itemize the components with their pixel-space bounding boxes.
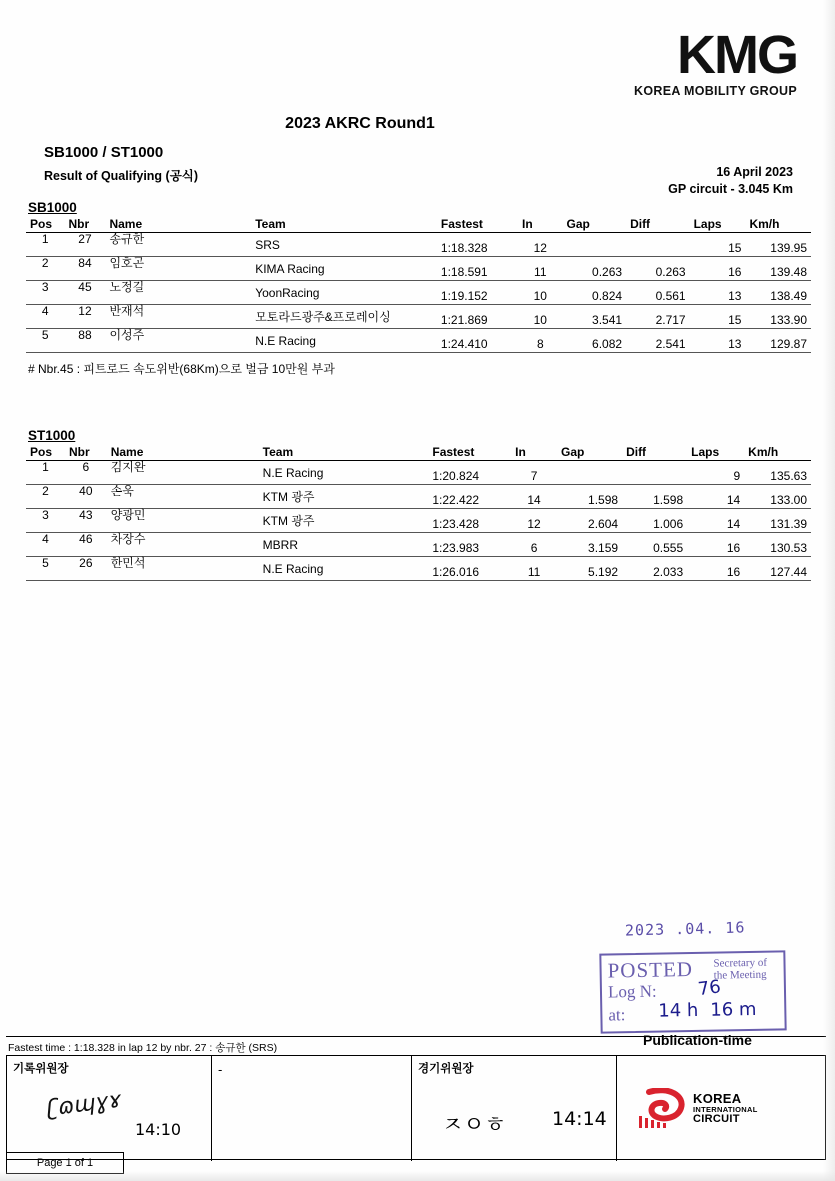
cell-gap: 2.604 xyxy=(588,516,619,531)
cell-in: 6 xyxy=(530,540,538,555)
cell-kmh: 138.49 xyxy=(770,288,807,303)
steward-label: 경기위원장 xyxy=(418,1063,474,1075)
column-header-kmh: Km/h xyxy=(745,217,811,233)
cell-pos: 2 xyxy=(42,483,49,498)
cell-kmh: 130.53 xyxy=(770,540,807,555)
cell-kmh: 135.63 xyxy=(770,468,807,483)
cell-pos: 3 xyxy=(41,279,49,294)
timekeeper-time: 14:10 xyxy=(135,1120,182,1139)
cell-diff: 2.541 xyxy=(655,336,686,351)
circuit-logo-cell xyxy=(617,1056,825,1161)
cell-kmh: 127.44 xyxy=(770,564,807,579)
signature-cell-blank xyxy=(212,1056,412,1161)
cell-diff: 0.263 xyxy=(655,264,686,279)
cell-nbr: 40 xyxy=(79,483,93,498)
column-header-gap: Gap xyxy=(557,445,622,461)
cell-laps: 15 xyxy=(728,312,742,327)
cell-in: 11 xyxy=(534,264,547,279)
table-row xyxy=(26,329,811,353)
table-row xyxy=(26,509,811,533)
kmg-logo-sub: KOREA MOBILITY GROUP xyxy=(634,84,797,98)
cell-laps: 16 xyxy=(728,264,742,279)
cell-kmh: 133.90 xyxy=(770,312,807,327)
cell-nbr: 84 xyxy=(78,255,92,270)
kic-line-korea: KOREA xyxy=(693,1091,742,1106)
signature-cell-steward xyxy=(412,1056,617,1161)
cell-gap: 3.159 xyxy=(588,540,619,555)
cell-name: 한민석 xyxy=(110,556,146,570)
kic-text xyxy=(693,1092,758,1126)
kic-swirl-icon xyxy=(635,1088,687,1130)
cell-laps: 14 xyxy=(726,492,741,507)
column-header-nbr: Nbr xyxy=(65,217,106,233)
cell-laps: 13 xyxy=(728,288,742,303)
cell-in: 10 xyxy=(533,288,547,303)
scan-edge-bottom xyxy=(0,1171,835,1181)
cell-gap: 5.192 xyxy=(588,564,619,579)
cell-kmh: 131.39 xyxy=(770,516,807,531)
penalty-note: # Nbr.45 : 피트로드 속도위반(68Km)으로 벌금 10만원 부과 xyxy=(28,362,335,376)
cell-nbr: 45 xyxy=(78,279,92,294)
cell-kmh: 139.48 xyxy=(770,264,807,279)
cell-laps: 15 xyxy=(728,240,742,255)
cell-team: YoonRacing xyxy=(255,285,320,300)
column-header-team: Team xyxy=(259,445,429,461)
cell-fastest: 1:18.328 xyxy=(440,240,488,255)
cell-pos: 5 xyxy=(41,327,49,342)
timekeeper-label: 기록위원장 xyxy=(13,1063,69,1075)
cell-nbr: 12 xyxy=(78,303,92,318)
fastest-time-line: Fastest time : 1:18.328 in lap 12 by nbr. 27 : 송규한 (SRS) xyxy=(8,1042,278,1054)
table-row xyxy=(26,257,811,281)
cell-in: 10 xyxy=(533,312,547,327)
cell-team: KIMA Racing xyxy=(255,261,325,276)
cell-in: 12 xyxy=(527,516,541,531)
cell-fastest: 1:22.422 xyxy=(432,492,480,507)
column-header-pos: Pos xyxy=(26,217,65,233)
table-row xyxy=(26,461,811,485)
cell-diff: 2.033 xyxy=(653,564,684,579)
cell-pos: 2 xyxy=(41,255,49,270)
cell-name: 손욱 xyxy=(110,484,134,498)
signature-cell-timekeeper xyxy=(7,1056,212,1161)
cell-diff: 2.717 xyxy=(655,312,686,327)
column-header-laps: Laps xyxy=(687,445,744,461)
cell-nbr: 27 xyxy=(78,231,92,246)
result-subtitle: Result of Qualifying (공식) xyxy=(44,169,199,183)
blank-cell-label: - xyxy=(218,1062,223,1077)
class-title: SB1000 / ST1000 xyxy=(44,144,164,161)
column-header-fastest: Fastest xyxy=(428,445,511,461)
table-row xyxy=(26,557,811,581)
results-table-st1000 xyxy=(26,445,811,581)
posted-stamp xyxy=(599,950,786,1033)
cell-fastest: 1:24.410 xyxy=(440,336,488,351)
cell-kmh: 133.00 xyxy=(770,492,807,507)
cell-fastest: 1:23.983 xyxy=(432,540,480,555)
column-header-gap: Gap xyxy=(563,217,627,233)
cell-gap: 0.263 xyxy=(592,264,623,279)
publication-time-label: Publication-time xyxy=(643,1032,752,1048)
cell-in: 8 xyxy=(536,336,544,351)
cell-kmh: 129.87 xyxy=(770,336,807,351)
cell-in: 12 xyxy=(533,240,547,255)
cell-kmh: 139.95 xyxy=(770,240,807,255)
section-st1000 xyxy=(26,428,811,581)
kmg-logo xyxy=(634,25,797,98)
stamp-log-label: Log N: xyxy=(607,981,657,1002)
cell-nbr: 46 xyxy=(79,531,93,546)
cell-name: 이성주 xyxy=(109,328,145,342)
circuit-info: GP circuit - 3.045 Km xyxy=(668,182,793,196)
stamp-at-minutes: 16 m xyxy=(710,998,757,1021)
stamp-date: 2023 .04. 16 xyxy=(624,918,746,940)
cell-fastest: 1:23.428 xyxy=(432,516,480,531)
cell-in: 14 xyxy=(527,492,541,507)
section-label-st1000: ST1000 xyxy=(28,428,76,443)
cell-name: 송규한 xyxy=(109,232,145,246)
column-header-diff: Diff xyxy=(622,445,687,461)
steward-time: 14:14 xyxy=(552,1108,607,1130)
cell-team: N.E Racing xyxy=(262,561,324,576)
cell-team: KTM 광주 xyxy=(262,514,315,528)
column-header-nbr: Nbr xyxy=(65,445,107,461)
cell-fastest: 1:26.016 xyxy=(432,564,480,579)
cell-team: KTM 광주 xyxy=(262,490,315,504)
column-header-in: In xyxy=(518,217,563,233)
event-date: 16 April 2023 xyxy=(716,165,793,179)
column-header-kmh: Km/h xyxy=(744,445,811,461)
cell-laps: 16 xyxy=(726,564,741,579)
cell-team: N.E Racing xyxy=(255,333,316,348)
stamp-at-label: at: xyxy=(608,1005,626,1025)
column-header-fastest: Fastest xyxy=(437,217,518,233)
stamp-posted-label: POSTED xyxy=(607,956,694,983)
cell-team: N.E Racing xyxy=(262,465,324,480)
cell-fastest: 1:21.869 xyxy=(440,312,488,327)
column-header-team: Team xyxy=(251,217,437,233)
kmg-logo-main: KMG xyxy=(677,25,797,85)
table-row xyxy=(26,485,811,509)
cell-gap: 6.082 xyxy=(592,336,623,351)
cell-in: 7 xyxy=(530,468,538,483)
cell-laps: 9 xyxy=(733,468,741,483)
cell-fastest: 1:20.824 xyxy=(432,468,480,483)
stamp-log-value: 76 xyxy=(696,976,723,1001)
kic-logo xyxy=(635,1086,810,1134)
document-title: 2023 AKRC Round1 xyxy=(285,115,435,132)
cell-nbr: 26 xyxy=(79,555,93,570)
cell-in: 11 xyxy=(527,564,541,579)
steward-signature: ㅈㅇㅎ xyxy=(442,1113,506,1138)
section-sb1000 xyxy=(26,200,811,353)
table-header-row xyxy=(26,217,811,233)
cell-diff: 0.555 xyxy=(653,540,684,555)
cell-name: 노정길 xyxy=(109,280,145,294)
cell-laps: 13 xyxy=(728,336,742,351)
cell-pos: 4 xyxy=(42,531,49,546)
table-row xyxy=(26,305,811,329)
stamp-at-hours: 14 h xyxy=(658,999,699,1022)
cell-team: MBRR xyxy=(262,537,299,552)
section-label-sb1000: SB1000 xyxy=(28,200,77,215)
cell-nbr: 6 xyxy=(82,459,90,474)
cell-fastest: 1:19.152 xyxy=(440,288,488,303)
cell-pos: 1 xyxy=(41,231,49,246)
cell-diff: 0.561 xyxy=(655,288,686,303)
column-header-in: In xyxy=(511,445,557,461)
results-table-sb1000 xyxy=(26,217,811,353)
scan-edge-right xyxy=(823,0,835,1181)
cell-name: 차장수 xyxy=(110,532,146,546)
cell-nbr: 88 xyxy=(78,327,92,342)
cell-name: 반재석 xyxy=(109,304,145,318)
table-header-row xyxy=(26,445,811,461)
column-header-name: Name xyxy=(105,217,251,233)
cell-gap: 0.824 xyxy=(592,288,623,303)
page-number: Page 1 of 1 xyxy=(6,1152,124,1174)
cell-fastest: 1:18.591 xyxy=(440,264,488,279)
cell-team: 모토라드광주&프로레이싱 xyxy=(255,310,391,324)
cell-laps: 16 xyxy=(726,540,741,555)
cell-pos: 1 xyxy=(42,459,49,474)
table-row xyxy=(26,281,811,305)
cell-team: SRS xyxy=(255,237,280,252)
cell-pos: 3 xyxy=(42,507,49,522)
cell-gap: 1.598 xyxy=(588,492,619,507)
table-row xyxy=(26,533,811,557)
column-header-laps: Laps xyxy=(690,217,746,233)
timekeeper-signature: ʗɷɰɣɤ xyxy=(46,1087,123,1122)
cell-nbr: 43 xyxy=(79,507,93,522)
cell-laps: 14 xyxy=(726,516,741,531)
kic-line-international: INTERNATIONAL xyxy=(693,1105,758,1115)
column-header-diff: Diff xyxy=(626,217,690,233)
stamp-secretary-label: Secretary of the Meeting xyxy=(713,956,768,982)
kic-line-circuit: CIRCUIT xyxy=(693,1113,740,1126)
cell-name: 김지완 xyxy=(110,460,146,474)
cell-diff: 1.006 xyxy=(653,516,684,531)
cell-gap: 3.541 xyxy=(592,312,623,327)
column-header-pos: Pos xyxy=(26,445,65,461)
table-row xyxy=(26,233,811,257)
cell-name: 임호곤 xyxy=(109,256,145,270)
cell-name: 양광민 xyxy=(110,508,146,522)
cell-pos: 4 xyxy=(41,303,49,318)
column-header-name: Name xyxy=(107,445,259,461)
cell-pos: 5 xyxy=(42,555,49,570)
cell-diff: 1.598 xyxy=(653,492,684,507)
